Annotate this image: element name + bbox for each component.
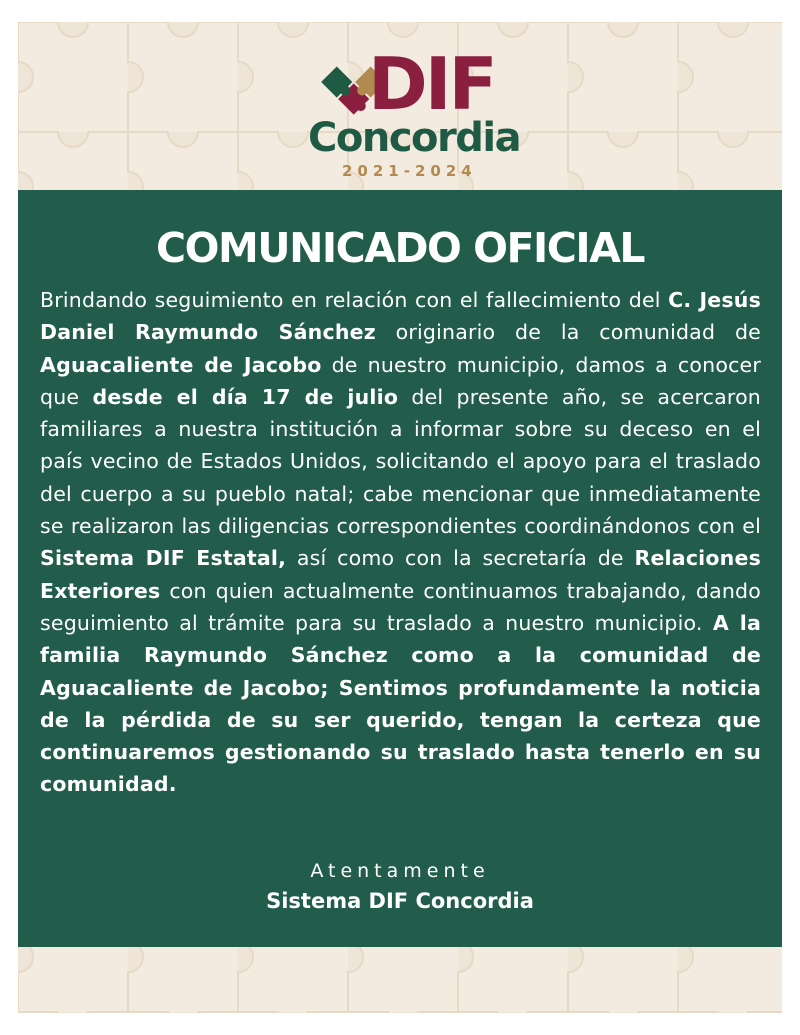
logo-dif-text: DIF [368,42,495,126]
closing-salutation: Atentamente [310,860,490,882]
body-text-segment: originario de la comunidad de [375,320,761,345]
body-text-segment: del presente año, se acercaron familiares a nuestra institución a informar sobre su deceso en el país vecino de Estados Unidos, solicitando el apoyo para el traslado del cuerpo a su pueblo natal; cabe mencionar que inmediatamente se realizaron las diligencias correspondientes coordinándonos con el [40,384,762,539]
condolence-message: A la familia Raymundo Sánchez como a la comunidad de Aguacaliente de Jacobo; Sentimos profundamente la noticia de la pérdida de su ser querido, tengan la certeza que continuaremos gestionando su traslado hasta tenerlo en su comunidad. [40,610,761,797]
state-dif-highlight: Sistema DIF Estatal, [40,546,287,571]
logo-city-text: Concordia [308,115,521,161]
signature: Sistema DIF Concordia [266,889,534,913]
body-text-segment: de nuestro municipio, damos a conocer que [40,352,761,409]
body-text-segment: Brindando seguimiento en relación con el fallecimiento del [40,288,669,312]
person-name: C. Jesús Daniel Raymundo Sánchez [40,288,761,345]
document-frame [18,22,782,1013]
announcement-body [40,284,761,801]
closing-block [18,858,782,918]
foreign-relations-highlight: Relaciones Exteriores [40,546,761,603]
community-name: Aguacaliente de Jacobo [40,352,322,377]
page-title: COMUNICADO OFICIAL [156,224,644,272]
dif-logo [268,42,548,187]
logo-years-text: 2021-2024 [342,162,477,180]
body-text-segment: con quien actualmente continuamos trabajando, dando seguimiento al trámite para su traslado a nuestro municipio. [40,578,761,635]
body-text-segment: así como con la secretaría de [286,546,635,571]
announcement-card [18,190,782,947]
date-highlight: desde el día 17 de julio [92,384,399,409]
